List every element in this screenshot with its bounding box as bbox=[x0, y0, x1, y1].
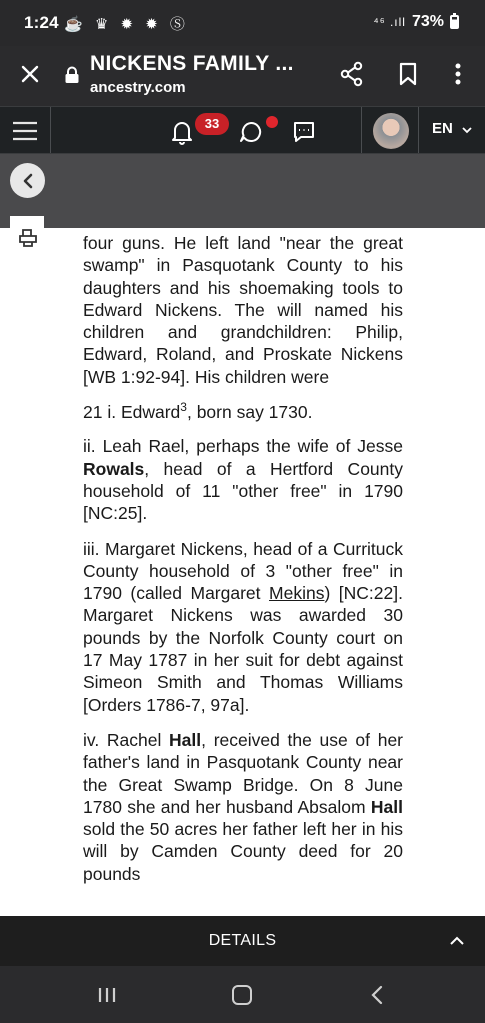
rachel-text: iv. Rachel bbox=[83, 729, 170, 750]
signal-icon: ⁴⁶ .ıll bbox=[373, 15, 406, 29]
margaret-rest: ) [NC:22]. Margaret Nickens was awarded 30 pounds by the Norfolk County court on 17 May 1787 in her suit for debt against Simeon Smith and Thomas Williams [Orders 1786-7, 97a]. bbox=[83, 583, 403, 715]
share-icon[interactable] bbox=[338, 60, 366, 88]
nav-divider bbox=[361, 107, 362, 153]
bookmark-icon[interactable] bbox=[394, 60, 422, 88]
document-content bbox=[0, 228, 485, 916]
browser-app-bar bbox=[0, 46, 485, 106]
leah-text: ii. Leah Rael, perhaps the wife of Jesse bbox=[83, 436, 403, 457]
avatar[interactable] bbox=[373, 113, 409, 149]
paragraph-intro: four guns. He left land "near the great swamp" in Pasquotank County to his daughters and his shoemaking tools to Edward Nickens. The will named his children and grandchildren: Philip, Edward, Roland, and Proskate Nickens [WB 1:92-94]. His children were bbox=[83, 233, 403, 387]
battery-icon bbox=[450, 15, 459, 29]
more-vert-icon[interactable] bbox=[444, 60, 472, 88]
battery-percent: 73% bbox=[411, 13, 444, 30]
system-nav-bar bbox=[0, 966, 485, 1023]
back-icon[interactable] bbox=[370, 985, 384, 1005]
status-right bbox=[374, 13, 459, 31]
rachel-mid: , received the use of her father's land in Pasquotank County near the Great Swamp Bridge. On 8 June 1780 she and her husband Absalom bbox=[83, 729, 404, 817]
viewer-toolbar bbox=[0, 154, 485, 228]
back-button[interactable] bbox=[10, 163, 45, 198]
chevron-down-icon[interactable] bbox=[461, 125, 473, 135]
bell-icon[interactable] bbox=[170, 119, 194, 145]
notification-icons: ☕ ♛ ✹ ✹ Ⓢ bbox=[64, 16, 189, 33]
rachel-surname: Hall bbox=[169, 729, 202, 750]
chevron-up-icon[interactable] bbox=[449, 935, 465, 947]
unread-dot bbox=[266, 116, 278, 128]
paragraph-rachel bbox=[83, 729, 403, 885]
page-url: ancestry.com bbox=[90, 79, 186, 96]
message-icon[interactable] bbox=[292, 120, 316, 144]
leah-surname: Rowals bbox=[83, 458, 145, 479]
recent-apps-icon[interactable] bbox=[96, 986, 118, 1004]
print-icon[interactable] bbox=[18, 228, 38, 248]
status-bar bbox=[0, 0, 485, 46]
notification-badge: 33 bbox=[195, 113, 229, 135]
leah-rest: , head of a Hertford County household of 11 "other free" in 1790 [NC:25]. bbox=[83, 458, 403, 524]
paragraph-margaret bbox=[83, 538, 403, 716]
nav-divider bbox=[50, 107, 51, 153]
site-nav bbox=[0, 106, 485, 154]
nav-divider bbox=[418, 107, 419, 153]
home-icon[interactable] bbox=[232, 985, 252, 1005]
edward-superscript: 3 bbox=[180, 400, 187, 415]
paragraph-edward bbox=[83, 401, 403, 423]
margaret-text: iii. Margaret Nickens, head of a Currituck County household of 3 "other free" in 1790 (called Margaret bbox=[83, 538, 403, 604]
page-title: NICKENS FAMILY ... bbox=[90, 52, 294, 75]
edward-rest: , born say 1730. bbox=[186, 402, 313, 423]
print-tab bbox=[10, 216, 44, 228]
lock-icon bbox=[64, 66, 80, 84]
chevron-left-icon bbox=[20, 172, 36, 190]
hamburger-icon[interactable] bbox=[12, 119, 38, 143]
paragraph-leah bbox=[83, 435, 403, 524]
margaret-alias: Mekins bbox=[269, 583, 325, 604]
article-text bbox=[83, 232, 403, 898]
details-label: DETAILS bbox=[208, 932, 277, 949]
chat-icon[interactable] bbox=[238, 119, 264, 145]
details-bar[interactable] bbox=[0, 916, 485, 966]
status-time: 1:24 bbox=[24, 13, 59, 32]
rachel-husband-surname: Hall bbox=[370, 796, 403, 817]
close-icon[interactable] bbox=[16, 60, 44, 88]
language-selector[interactable]: EN bbox=[432, 120, 453, 137]
rachel-rest: sold the 50 acres her father left her in his will by Camden County deed for 20 pounds bbox=[83, 819, 403, 884]
edward-text: 21 i. Edward bbox=[83, 402, 181, 423]
